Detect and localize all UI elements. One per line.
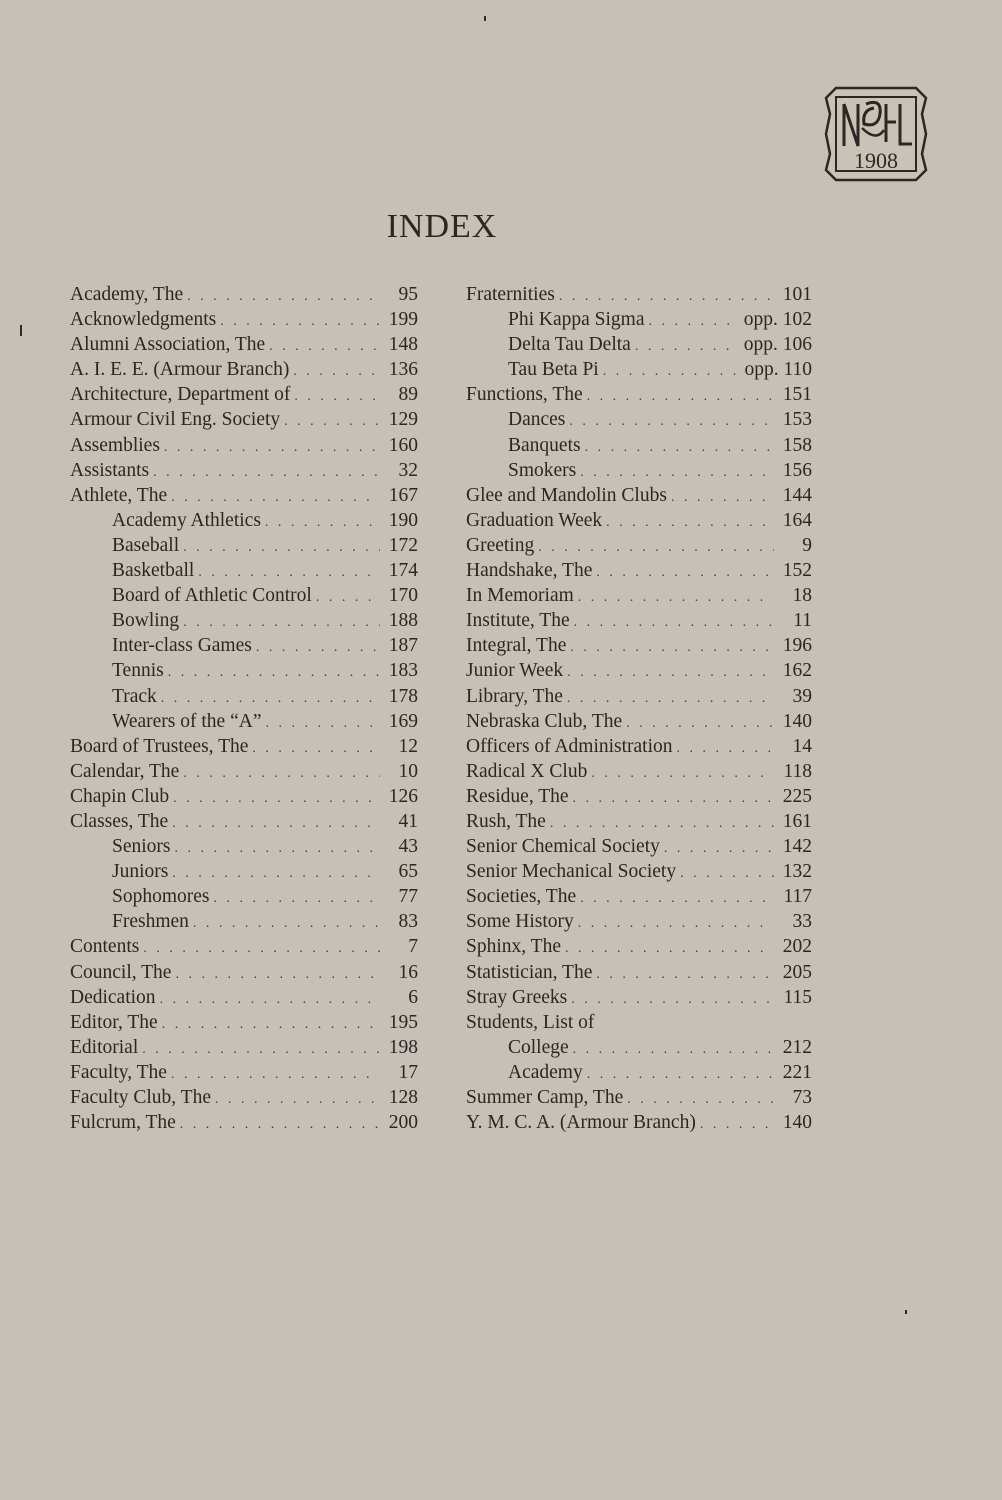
index-entry-label: Dedication: [70, 986, 156, 1008]
index-entry-page: 17: [398, 1061, 418, 1083]
index-entry-label: Delta Tau Delta: [508, 334, 631, 356]
index-entry: [466, 583, 812, 608]
index-entry: [466, 684, 812, 709]
index-entry-label: Bowling: [112, 610, 180, 632]
index-entry-label: Assemblies: [70, 434, 160, 456]
index-entry: [466, 909, 812, 934]
dot-leader: [587, 1062, 774, 1087]
index-entry-label: Freshmen: [112, 911, 189, 933]
index-entry-label: Smokers: [508, 459, 577, 481]
dot-leader: [680, 861, 774, 886]
index-entry-page: 161: [782, 810, 812, 832]
index-entry: [70, 407, 418, 432]
index-entry-label: Wearers of the “A”: [112, 710, 262, 732]
index-entry: [466, 558, 812, 583]
index-entry: [70, 684, 418, 709]
dot-leader: [172, 811, 380, 836]
index-entry-label: Classes, The: [70, 810, 169, 832]
index-entry: [70, 458, 418, 483]
index-entry-label: Nebraska Club, The: [466, 710, 623, 732]
index-entry-page: 95: [398, 284, 418, 305]
index-entry-page: 183: [388, 660, 418, 682]
dot-leader: [580, 886, 774, 911]
dot-leader: [162, 1012, 380, 1037]
index-entry-page: 140: [782, 710, 812, 732]
index-entry: [70, 859, 418, 884]
index-entry-label: Integral, The: [466, 635, 567, 657]
index-entry-label: Seniors: [112, 836, 171, 858]
index-entry-page: 164: [782, 509, 812, 531]
dot-leader: [161, 686, 380, 711]
dot-leader: [578, 911, 774, 936]
index-entry: [466, 1060, 812, 1085]
dot-leader: [171, 485, 380, 510]
dot-leader: [565, 936, 774, 961]
index-entry-page: 142: [782, 836, 812, 858]
dot-leader: [538, 535, 774, 560]
index-entry: [466, 759, 812, 784]
index-entry: [466, 483, 812, 508]
index-entry: [70, 809, 418, 834]
index-entry-label: Juniors: [112, 861, 169, 883]
index-entry: [70, 960, 418, 985]
index-entry: [70, 1110, 418, 1135]
index-entry: [70, 985, 418, 1010]
index-entry-label: Council, The: [70, 961, 172, 983]
index-entry-label: Baseball: [112, 534, 180, 556]
dot-leader: [635, 334, 740, 359]
index-entry-page: 160: [388, 434, 418, 456]
index-entry: [466, 834, 812, 859]
index-entry-page: 43: [398, 836, 418, 858]
index-entry: [70, 734, 418, 759]
index-entry-page: 33: [792, 911, 812, 933]
dot-leader: [664, 836, 774, 861]
index-entry: [70, 583, 418, 608]
index-entry-page: 14: [792, 735, 812, 757]
index-entry: [466, 1085, 812, 1110]
index-entry: [466, 934, 812, 959]
dot-leader: [596, 560, 774, 585]
index-entry: [466, 709, 812, 734]
index-entry: [466, 407, 812, 432]
index-entry-label: Sophomores: [112, 886, 210, 908]
index-entry-page: 212: [782, 1036, 812, 1058]
index-entry-label: Sphinx, The: [466, 936, 561, 958]
index-entry: [70, 558, 418, 583]
index-entry-page: 12: [398, 735, 418, 757]
index-entry: [70, 784, 418, 809]
index-entry: [70, 759, 418, 784]
index-entry-page: 190: [388, 509, 418, 531]
dot-leader: [671, 485, 774, 510]
index-entry-page: 174: [388, 560, 418, 582]
index-entry-label: Students, List of: [466, 1011, 595, 1033]
dot-leader: [550, 811, 774, 836]
index-entry-page: opp. 102: [743, 309, 812, 331]
index-entry-label: Faculty, The: [70, 1061, 167, 1083]
index-entry: [70, 608, 418, 633]
index-entry-label: Radical X Club: [466, 760, 588, 782]
index-entry-label: Stray Greeks: [466, 986, 568, 1008]
index-entry-label: Glee and Mandolin Clubs: [466, 484, 667, 506]
dot-leader: [269, 334, 380, 359]
dot-leader: [700, 1112, 774, 1137]
dot-leader: [580, 460, 774, 485]
index-entry: [466, 357, 812, 382]
margin-mark: [20, 325, 22, 336]
dot-leader: [571, 987, 774, 1012]
index-entry-page: 32: [398, 459, 418, 481]
index-entry: [70, 533, 418, 558]
index-entry-label: Summer Camp, The: [466, 1087, 624, 1108]
index-entry: [466, 1010, 812, 1035]
index-entry: [70, 1035, 418, 1060]
index-entry-page: 195: [388, 1011, 418, 1033]
dot-leader: [649, 309, 740, 334]
index-entry-label: Board of Trustees, The: [70, 735, 249, 757]
dot-leader: [183, 761, 380, 786]
index-entry-page: 178: [388, 685, 418, 707]
index-entry-page: 16: [398, 961, 418, 983]
index-entry-page: opp. 110: [744, 359, 812, 381]
dot-leader: [293, 359, 380, 384]
index-entry: [70, 658, 418, 683]
dot-leader: [175, 836, 381, 861]
index-entry-page: 200: [388, 1112, 418, 1134]
index-entry-label: Library, The: [466, 685, 563, 707]
index-entry-label: Inter-class Games: [112, 635, 252, 657]
index-entry: [70, 1010, 418, 1035]
index-entry-label: Contents: [70, 936, 140, 958]
index-entry-page: 148: [388, 334, 418, 356]
index-entry: [466, 633, 812, 658]
index-entry-page: 11: [793, 610, 812, 632]
index-entry-page: 172: [388, 534, 418, 556]
index-entry-label: Senior Chemical Society: [466, 836, 660, 858]
index-entry-label: Handshake, The: [466, 560, 593, 582]
index-entry-label: Y. M. C. A. (Armour Branch): [466, 1112, 696, 1134]
index-entry-label: Some History: [466, 911, 574, 933]
index-entry-page: 140: [782, 1112, 812, 1134]
dot-leader: [265, 510, 380, 535]
margin-mark: [905, 1310, 907, 1314]
dot-leader: [143, 936, 380, 961]
index-entry-label: Armour Civil Eng. Society: [70, 409, 281, 431]
index-entry: [466, 985, 812, 1010]
index-entry-page: 188: [388, 610, 418, 632]
index-entry-page: 162: [782, 660, 812, 682]
page-title: INDEX: [386, 208, 498, 245]
index-entry-label: Dances: [508, 409, 566, 431]
index-entry: [466, 533, 812, 558]
index-entry-label: Academy: [508, 1061, 583, 1083]
index-entry-page: opp. 106: [743, 334, 812, 356]
index-entry-label: Assistants: [70, 459, 150, 481]
index-entry: [466, 784, 812, 809]
index-entry-page: 199: [388, 309, 418, 331]
index-entry: [70, 934, 418, 959]
dot-leader: [256, 635, 380, 660]
index-entry-page: 83: [398, 911, 418, 933]
index-entry-page: 10: [398, 760, 418, 782]
dot-leader: [585, 435, 774, 460]
dot-leader: [559, 284, 774, 309]
index-entry-label: Greeting: [466, 534, 535, 556]
dot-leader: [574, 610, 774, 635]
index-entry: [466, 307, 812, 332]
dot-leader: [626, 711, 774, 736]
index-entry-page: 136: [388, 359, 418, 381]
index-entry-label: Tau Beta Pi: [508, 359, 599, 381]
index-entry-page: 221: [782, 1061, 812, 1083]
index-entry-label: Academy, The: [70, 284, 184, 305]
index-entry-page: 158: [782, 434, 812, 456]
dot-leader: [175, 962, 380, 987]
index-entry: [466, 884, 812, 909]
index-entry: [70, 332, 418, 357]
index-entry-page: 132: [782, 861, 812, 883]
index-entry-page: 205: [782, 961, 812, 983]
index-entry-page: 39: [792, 685, 812, 707]
index-entry-page: 101: [782, 284, 812, 305]
index-entry: [70, 382, 418, 407]
dot-leader: [265, 711, 380, 736]
index-entry-label: Officers of Administration: [466, 735, 673, 757]
dot-leader: [160, 987, 380, 1012]
index-entry-page: 202: [782, 936, 812, 958]
dot-leader: [569, 409, 774, 434]
index-entry: [70, 307, 418, 332]
index-entry: [70, 1060, 418, 1085]
index-entry-label: Institute, The: [466, 610, 570, 632]
index-entry: [466, 282, 812, 307]
index-entry-label: Banquets: [508, 434, 581, 456]
index-entry: [466, 1035, 812, 1060]
index-entry-page: 170: [388, 585, 418, 607]
index-entry: [70, 909, 418, 934]
index-entry: [70, 884, 418, 909]
dot-leader: [284, 409, 380, 434]
dot-leader: [606, 510, 774, 535]
index-entry-label: Senior Mechanical Society: [466, 861, 677, 883]
index-entry-page: 115: [783, 986, 812, 1008]
index-entry-page: 187: [388, 635, 418, 657]
index-entry-page: 117: [783, 886, 812, 908]
dot-leader: [220, 309, 380, 334]
integral-1908-logo: [822, 84, 930, 184]
index-entry-page: 126: [388, 785, 418, 807]
index-entry: [466, 433, 812, 458]
dot-leader: [142, 1037, 380, 1062]
dot-leader: [168, 660, 380, 685]
index-entry-page: 153: [782, 409, 812, 431]
dot-leader: [627, 1087, 774, 1112]
index-entry: [466, 658, 812, 683]
index-entry-page: 167: [388, 484, 418, 506]
index-entry: [466, 332, 812, 357]
index-entry-label: Graduation Week: [466, 509, 603, 531]
index-entry-page: 65: [398, 861, 418, 883]
dot-leader: [183, 610, 380, 635]
index-entry-label: Residue, The: [466, 785, 569, 807]
index-entry-page: 198: [388, 1036, 418, 1058]
index-entry: [70, 709, 418, 734]
index-column-right: [466, 282, 812, 1135]
index-entry-label: Academy Athletics: [112, 509, 261, 531]
dot-leader: [153, 460, 380, 485]
index-entry-page: 196: [782, 635, 812, 657]
dot-leader: [187, 284, 380, 309]
index-entry: [466, 809, 812, 834]
index-entry-label: Acknowledgments: [70, 309, 217, 331]
dot-leader: [193, 911, 380, 936]
index-entry: [70, 483, 418, 508]
index-entry-page: 9: [802, 534, 812, 556]
dot-leader: [252, 736, 380, 761]
dot-leader: [164, 435, 380, 460]
dot-leader: [677, 736, 774, 761]
dot-leader: [596, 962, 774, 987]
logo-year: 1908: [854, 148, 898, 173]
index-entry-label: Athlete, The: [70, 484, 168, 506]
dot-leader: [183, 535, 380, 560]
index-entry: [466, 734, 812, 759]
index-entry-page: 128: [388, 1087, 418, 1108]
index-column-left: [70, 282, 418, 1135]
index-entry-page: 73: [792, 1087, 812, 1108]
index-entry-page: 89: [398, 384, 418, 406]
index-entry-label: Rush, The: [466, 810, 546, 832]
index-entry-label: College: [508, 1036, 569, 1058]
index-entry: [70, 357, 418, 382]
dot-leader: [294, 384, 380, 409]
index-entry: [466, 458, 812, 483]
dot-leader: [570, 635, 774, 660]
dot-leader: [567, 660, 774, 685]
dot-leader: [171, 1062, 380, 1087]
index-entry-page: 41: [398, 810, 418, 832]
index-entry-page: 6: [408, 986, 418, 1008]
dot-leader: [215, 1087, 380, 1112]
index-entry: [466, 608, 812, 633]
index-entry-label: A. I. E. E. (Armour Branch): [70, 359, 290, 381]
index-entry-page: 118: [783, 760, 812, 782]
index-entry-label: Alumni Association, The: [70, 334, 266, 356]
index-entry: [70, 1085, 418, 1110]
index-entry-label: Editorial: [70, 1036, 139, 1058]
margin-mark: [484, 16, 486, 21]
index-entry-page: 144: [782, 484, 812, 506]
index-entry-label: Functions, The: [466, 384, 583, 406]
index-entry: [70, 508, 418, 533]
index-entry-label: Basketball: [112, 560, 195, 582]
index-entry-label: Faculty Club, The: [70, 1087, 212, 1108]
index-entry: [466, 508, 812, 533]
index-entry: [70, 633, 418, 658]
index-entry: [70, 282, 418, 307]
dot-leader: [198, 560, 380, 585]
index-entry-label: Chapin Club: [70, 785, 170, 807]
index-entry-label: Architecture, Department of: [70, 384, 291, 406]
index-entry-label: Phi Kappa Sigma: [508, 309, 645, 331]
dot-leader: [573, 786, 774, 811]
dot-leader: [567, 686, 774, 711]
dot-leader: [578, 585, 774, 610]
dot-leader: [173, 786, 380, 811]
index-entry-label: Editor, The: [70, 1011, 158, 1033]
dot-leader: [214, 886, 381, 911]
index-entry-page: 156: [782, 459, 812, 481]
dot-leader: [587, 384, 774, 409]
index-entry: [466, 960, 812, 985]
index-entry-label: Board of Athletic Control: [112, 585, 312, 607]
dot-leader: [591, 761, 774, 786]
index-entry-label: Fraternities: [466, 284, 555, 305]
index-entry-label: In Memoriam: [466, 585, 574, 607]
dot-leader: [172, 861, 380, 886]
index-entry: [466, 859, 812, 884]
index-entry-page: 18: [792, 585, 812, 607]
index-entry-page: 77: [398, 886, 418, 908]
index-entry: [466, 1110, 812, 1135]
index-entry-label: Track: [112, 685, 157, 707]
dot-leader: [573, 1037, 774, 1062]
index-entry-label: Junior Week: [466, 660, 564, 682]
index-entry-label: Fulcrum, The: [70, 1112, 176, 1134]
index-entry-page: 152: [782, 560, 812, 582]
index-entry-label: Tennis: [112, 660, 164, 682]
index-entry-page: 7: [408, 936, 418, 958]
index-entry-page: 151: [782, 384, 812, 406]
index-entry-label: Statistician, The: [466, 961, 593, 983]
index-entry-page: 169: [388, 710, 418, 732]
dot-leader: [603, 359, 741, 384]
index-entry-page: 129: [388, 409, 418, 431]
dot-leader: [316, 585, 380, 610]
index-entry-label: Calendar, The: [70, 760, 180, 782]
index-entry: [70, 834, 418, 859]
index-entry: [70, 433, 418, 458]
index-entry-label: Societies, The: [466, 886, 577, 908]
index-entry: [466, 382, 812, 407]
index-entry-page: 225: [782, 785, 812, 807]
dot-leader: [180, 1112, 380, 1137]
